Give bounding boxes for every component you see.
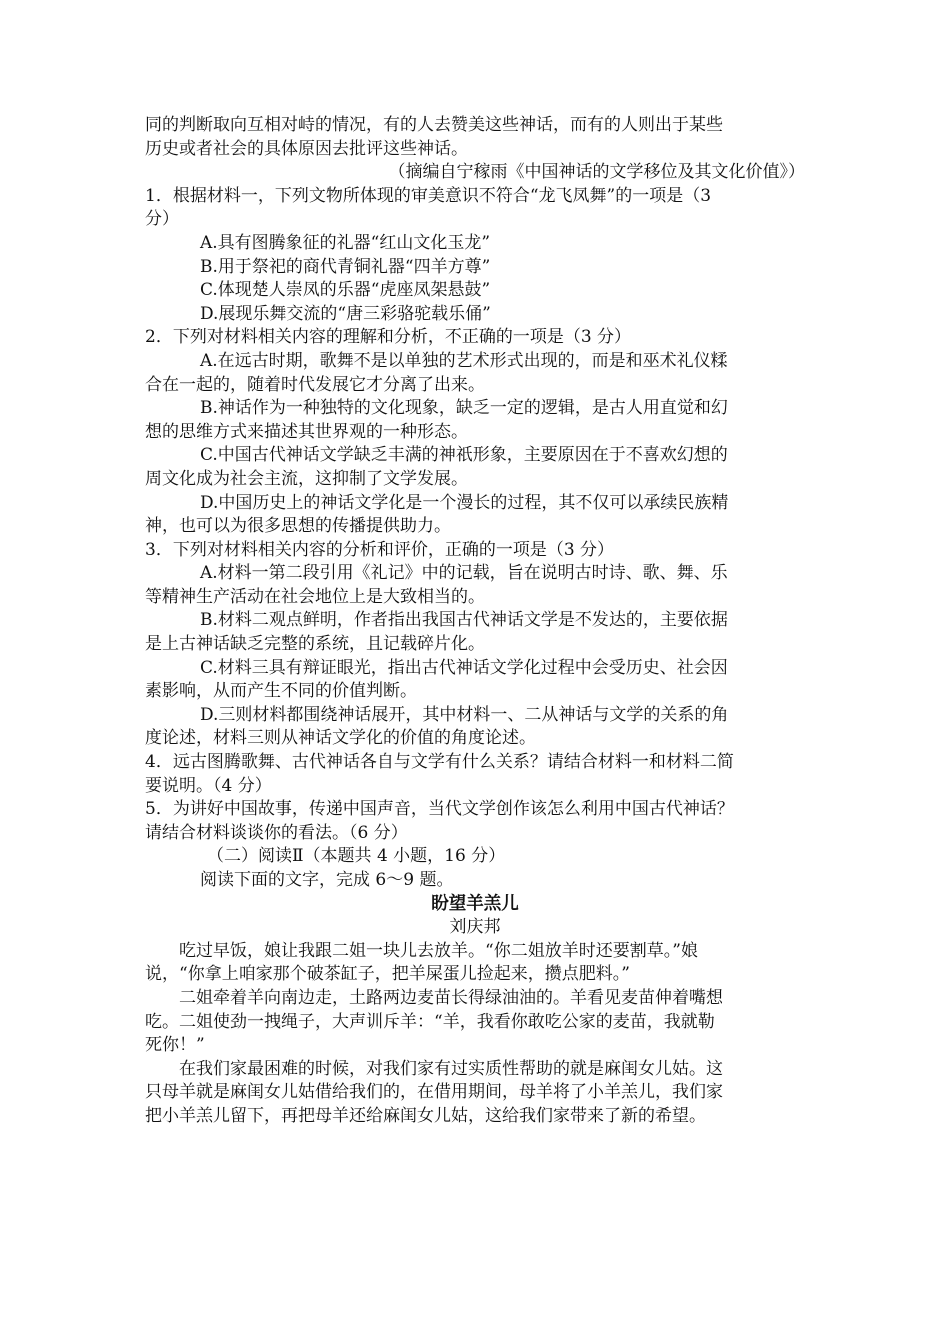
question-1-option-c: C.体现楚人崇凤的乐器“虎座凤架悬鼓” [200,280,491,301]
question-2-option-b: B.神话作为一种独特的文化现象，缺乏一定的逻辑，是古人用直觉和幻 [200,398,728,419]
story-author: 刘庆邦 [449,917,501,938]
document-page [145,114,805,1129]
question-2-option-a: A.在远古时期，歌舞不是以单独的艺术形式出现的，而是和巫术礼仪糅 [200,350,728,371]
question-5-stem-cont: 请结合材料谈谈你的看法。（6 分） [145,822,408,843]
question-4-stem: 4．远古图腾歌舞、古代神话各自与文学有什么关系？请结合材料一和材料二简 [145,752,734,773]
question-3-option-a: A.材料一第二段引用《礼记》中的记载，旨在说明古时诗、歌、舞、乐 [200,563,728,584]
source-citation: （摘编自宁稼雨《中国神话的文学移位及其文化价值》） [388,162,805,183]
story-paragraph-1-cont: 说，“你拿上咱家那个破茶缸子，把羊屎蛋儿捡起来，攒点肥料。” [145,964,630,985]
question-2-option-a-cont: 合在一起的，随着时代发展它才分离了出来。 [145,374,485,395]
question-3-option-b: B.材料二观点鲜明，作者指出我国古代神话文学是不发达的，主要依据 [200,610,728,631]
story-paragraph-3-cont: 只母羊就是麻闺女儿姑借给我们的，在借用期间，母羊将了小羊羔儿，我们家 [145,1082,723,1103]
question-3-option-b-cont: 是上古神话缺乏完整的系统，且记载碎片化。 [145,634,485,655]
question-3-option-d: D.三则材料都围绕神话展开，其中材料一、二从神话与文学的关系的角 [200,704,729,725]
story-paragraph-2-cont-2: 死你！” [145,1035,205,1056]
question-1-option-b: B.用于祭祀的商代青铜礼器“四羊方尊” [200,256,491,277]
story-paragraph-2-cont: 吃。二姐使劲一拽绳子，大声训斥羊：“羊，我看你敢吃公家的麦苗，我就勒 [145,1011,715,1032]
question-3-stem: 3．下列对材料相关内容的分析和评价，正确的一项是（3 分） [145,539,615,560]
question-2-stem: 2．下列对材料相关内容的理解和分析，不正确的一项是（3 分） [145,327,632,348]
question-2-option-d: D.中国历史上的神话文学化是一个漫长的过程，其不仅可以承续民族精 [200,492,729,513]
question-3-option-c-cont: 素影响，从而产生不同的价值判断。 [145,681,417,702]
question-2-option-c-cont: 周文化成为社会主流，这抑制了文学发展。 [145,468,468,489]
intro-line-2: 历史或者社会的具体原因去批评这些神话。 [145,138,468,159]
story-title: 盼望羊羔儿 [431,893,519,914]
story-paragraph-3-cont-2: 把小羊羔儿留下，再把母羊还给麻闺女儿姑，这给我们家带来了新的希望。 [145,1105,706,1126]
question-1-stem-cont: 分） [145,209,179,230]
story-paragraph-3: 在我们家最困难的时候，对我们家有过实质性帮助的就是麻闺女儿姑。这 [179,1058,723,1079]
question-2-option-d-cont: 神，也可以为很多思想的传播提供助力。 [145,516,451,537]
section-heading: （二）阅读Ⅱ（本题共 4 小题，16 分） [207,846,506,867]
question-4-stem-cont: 要说明。（4 分） [145,775,272,796]
story-paragraph-2: 二姐牵着羊向南边走，土路两边麦苗长得绿油油的。羊看见麦苗伸着嘴想 [179,987,723,1008]
story-paragraph-1: 吃过早饭，娘让我跟二姐一块儿去放羊。“你二姐放羊时还要割草。”娘 [179,940,698,961]
question-1-option-d: D.展现乐舞交流的“唐三彩骆驼载乐俑” [200,303,491,324]
question-1-option-a: A.具有图腾象征的礼器“红山文化玉龙” [200,232,491,253]
question-3-option-a-cont: 等精神生产活动在社会地位上是大致相当的。 [145,586,485,607]
question-2-option-b-cont: 想的思维方式来描述其世界观的一种形态。 [145,421,468,442]
question-5-stem: 5．为讲好中国故事，传递中国声音，当代文学创作该怎么利用中国古代神话？ [145,799,734,820]
question-3-option-c: C.材料三具有辩证眼光，指出古代神话文学化过程中会受历史、社会因 [200,657,728,678]
question-1-stem: 1．根据材料一，下列文物所体现的审美意识不符合“龙飞凤舞”的一项是（3 [145,185,712,206]
question-3-option-d-cont: 度论述，材料三则从神话文学化的价值的角度论述。 [145,728,536,749]
question-2-option-c: C.中国古代神话文学缺乏丰满的神祇形象，主要原因在于不喜欢幻想的 [200,445,728,466]
intro-line-1: 同的判断取向互相对峙的情况，有的人去赞美这些神话，而有的人则出于某些 [145,115,723,135]
reading-instruction: 阅读下面的文字，完成 6～9 题。 [200,870,454,890]
